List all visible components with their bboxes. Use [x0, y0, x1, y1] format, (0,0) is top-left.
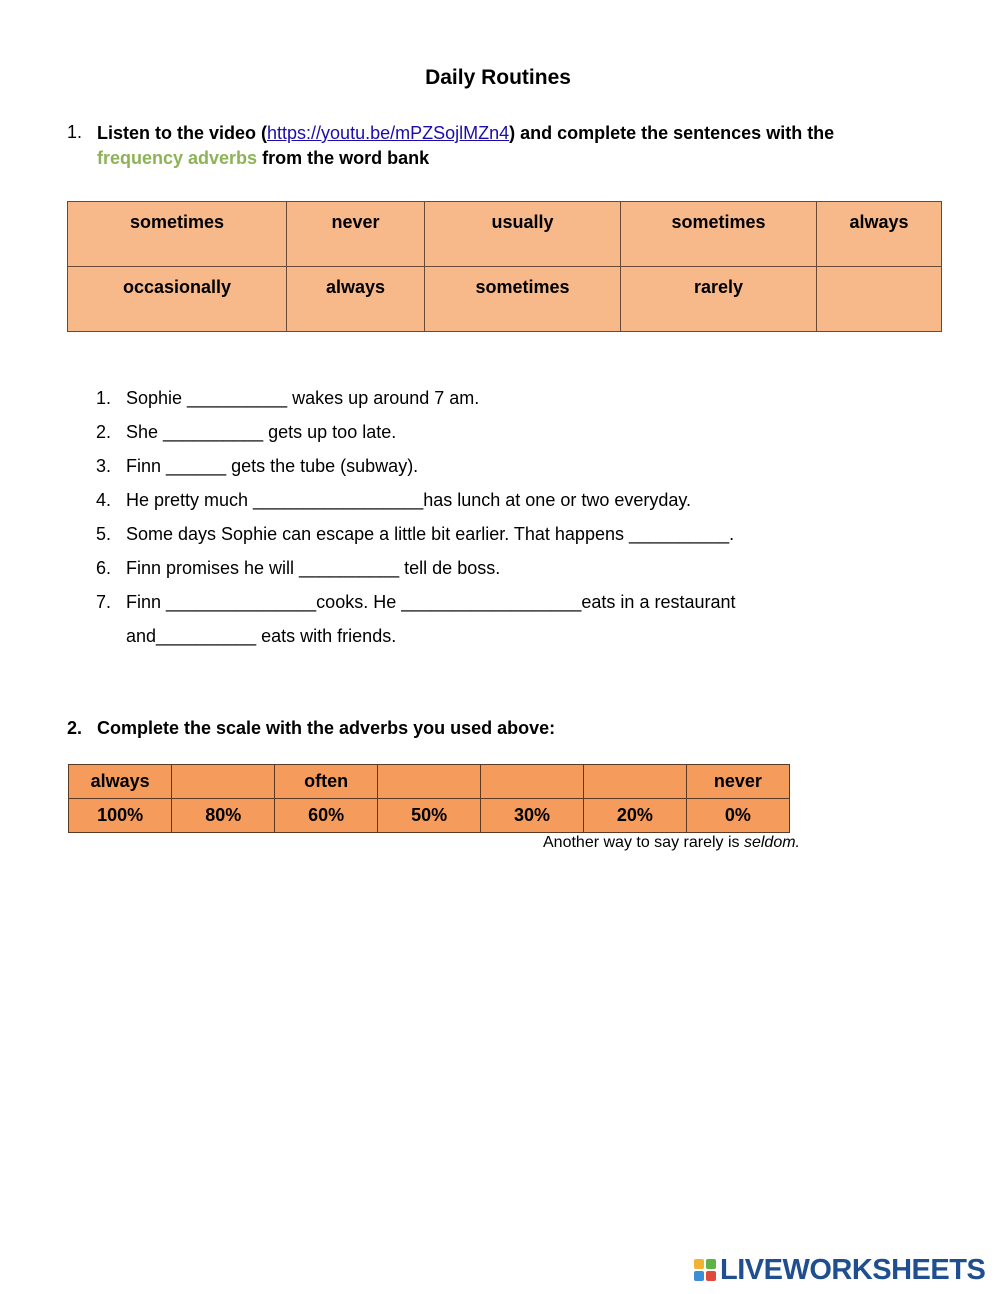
- word-bank-table: [67, 201, 942, 332]
- q1-text-a: Listen to the video (: [97, 123, 268, 143]
- sentence-text[interactable]: Sophie __________ wakes up around 7 am.: [126, 388, 480, 408]
- scale-word-cell: often: [275, 765, 378, 799]
- question-2-instructions: Complete the scale with the adverbs you used above:: [97, 718, 556, 738]
- item-number: 5.: [96, 524, 112, 544]
- list-item: [96, 415, 856, 449]
- word-bank-cell: [817, 267, 942, 332]
- scale-word-cell[interactable]: [378, 765, 481, 799]
- item-number: [96, 619, 126, 653]
- frequency-scale-table: [68, 764, 790, 833]
- page-title: Daily Routines: [425, 66, 571, 89]
- logo-grid-icon: [694, 1259, 716, 1281]
- word-bank-row: [68, 267, 942, 332]
- item-number: 4.: [96, 490, 112, 510]
- q1-text-b: ) and complete the sentences with the: [509, 123, 835, 143]
- scale-percent-cell: 30%: [481, 799, 584, 833]
- scale-words-row: [69, 765, 790, 799]
- note-italic: seldom.: [743, 834, 800, 851]
- word-bank-cell: sometimes: [68, 202, 287, 267]
- list-item: [96, 585, 856, 619]
- item-number: 2.: [96, 422, 112, 442]
- item-number: 7.: [96, 592, 112, 612]
- item-number: 1.: [96, 388, 112, 408]
- sentence-text[interactable]: and__________ eats with friends.: [126, 626, 397, 646]
- sentence-text[interactable]: Finn _______________cooks. He __________________eats in a restaurant: [126, 592, 736, 612]
- seldom-note: [400, 834, 800, 852]
- scale-percent-cell: 80%: [172, 799, 275, 833]
- scale-percent-cell: 60%: [275, 799, 378, 833]
- scale-percent-cell: 0%: [686, 799, 789, 833]
- scale-percent-cell: 50%: [378, 799, 481, 833]
- list-item: [96, 483, 856, 517]
- scale-percent-row: [69, 799, 790, 833]
- list-item: [96, 551, 856, 585]
- sentence-list: [96, 381, 856, 653]
- word-bank-cell: always: [287, 267, 425, 332]
- scale-word-cell: always: [69, 765, 172, 799]
- scale-word-cell: never: [686, 765, 789, 799]
- frequency-adverbs-highlight: frequency adverbs: [97, 148, 258, 168]
- logo-text: LIVEWORKSHEETS: [720, 1253, 986, 1286]
- list-item: [96, 619, 856, 653]
- logo-square: [706, 1271, 716, 1281]
- list-item: [96, 517, 856, 551]
- sentence-text[interactable]: Some days Sophie can escape a little bit earlier. That happens __________.: [126, 524, 735, 544]
- scale-word-cell[interactable]: [481, 765, 584, 799]
- question-1-number: 1.: [67, 122, 83, 142]
- word-bank-cell: always: [817, 202, 942, 267]
- word-bank-cell: sometimes: [621, 202, 817, 267]
- sentence-text[interactable]: She __________ gets up too late.: [126, 422, 397, 442]
- logo-square: [694, 1271, 704, 1281]
- q1-text-c: from the word bank: [257, 148, 430, 168]
- word-bank-cell: usually: [425, 202, 621, 267]
- logo-square: [706, 1259, 716, 1269]
- word-bank-cell: sometimes: [425, 267, 621, 332]
- scale-word-cell[interactable]: [583, 765, 686, 799]
- word-bank-cell: occasionally: [68, 267, 287, 332]
- word-bank-row: [68, 202, 942, 267]
- list-item: [96, 449, 856, 483]
- word-bank-cell: rarely: [621, 267, 817, 332]
- sentence-text[interactable]: Finn ______ gets the tube (subway).: [126, 456, 419, 476]
- logo-square: [694, 1259, 704, 1269]
- item-number: 3.: [96, 456, 112, 476]
- scale-percent-cell: 20%: [583, 799, 686, 833]
- sentence-text[interactable]: He pretty much _________________has lunch at one or two everyday.: [126, 490, 692, 510]
- list-item: [96, 381, 856, 415]
- sentence-text[interactable]: Finn promises he will __________ tell de boss.: [126, 558, 501, 578]
- word-bank-cell: never: [287, 202, 425, 267]
- question-1-instructions: [97, 121, 937, 171]
- video-link[interactable]: https://youtu.be/mPZSojlMZn4: [267, 123, 510, 143]
- scale-word-cell[interactable]: [172, 765, 275, 799]
- liveworksheets-logo: [694, 1255, 985, 1285]
- item-number: 6.: [96, 558, 112, 578]
- scale-percent-cell: 100%: [69, 799, 172, 833]
- note-text: Another way to say rarely is: [543, 834, 744, 851]
- question-2-number: 2.: [67, 718, 83, 738]
